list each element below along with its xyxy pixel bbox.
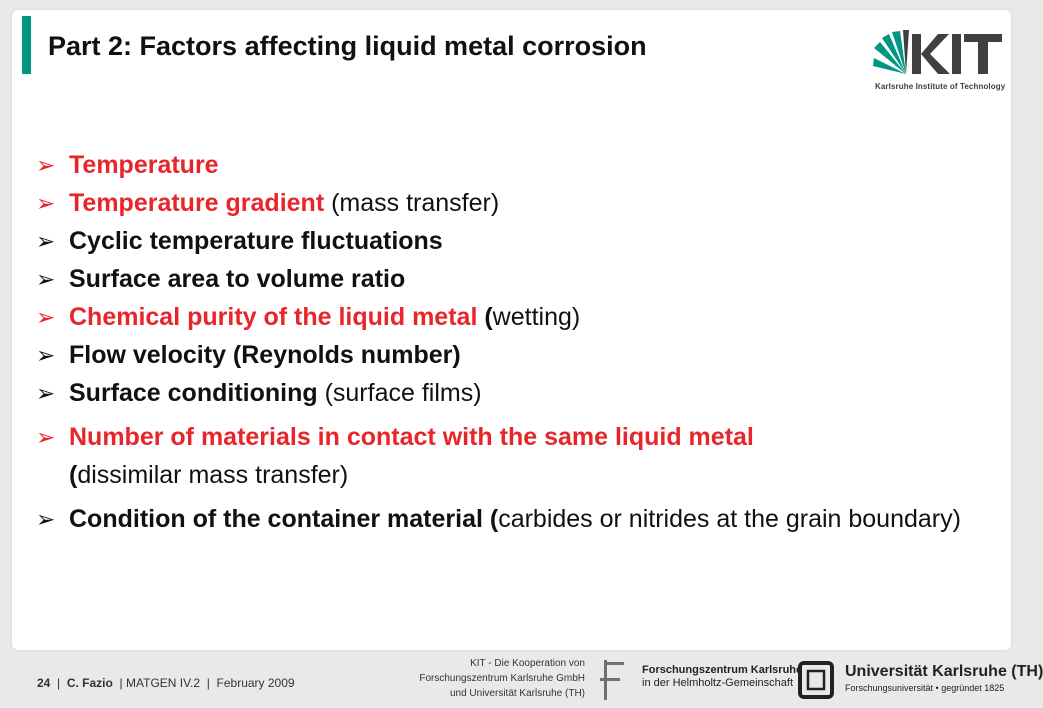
footer-sep: | — [53, 676, 64, 690]
coop-line: KIT - Die Kooperation von — [470, 658, 585, 669]
slide-title: Part 2: Factors affecting liquid metal corrosion — [48, 31, 647, 61]
bullet-paren: ( — [69, 461, 78, 489]
coop-line: Forschungszentrum Karlsruhe GmbH — [419, 673, 585, 684]
uni-karlsruhe-logo — [798, 660, 834, 700]
page-number: 24 — [37, 676, 51, 690]
arrow-bullet-icon: ➢ — [36, 380, 56, 406]
bullet-text: Surface area to volume ratio — [69, 265, 406, 293]
list-item — [36, 146, 986, 184]
cooperation-note — [380, 656, 585, 701]
kit-logo-mark-icon — [872, 30, 1004, 80]
bullet-note: (mass transfer) — [324, 189, 500, 217]
arrow-bullet-icon: ➢ — [36, 228, 56, 254]
kit-logo — [872, 30, 1012, 96]
fz-logo — [600, 658, 626, 702]
bullet-text: Temperature gradient — [69, 189, 325, 217]
uni-tagline: Forschungsuniversität • gegründet 1825 — [845, 683, 1005, 693]
list-item — [36, 184, 986, 222]
footer-sep: | — [203, 676, 214, 690]
bullet-text: Temperature — [69, 151, 219, 179]
footer-sep: | — [116, 676, 123, 690]
arrow-bullet-icon: ➢ — [36, 190, 56, 216]
fz-tagline: in der Helmholtz-Gemeinschaft — [642, 677, 794, 689]
bullet-note: carbides or nitrides at the grain boundary) — [498, 505, 961, 533]
bullet-note: wetting) — [492, 303, 581, 331]
list-item — [36, 222, 986, 260]
bullet-text: Surface conditioning — [69, 379, 318, 407]
bullet-text: Condition of the container material ( — [69, 505, 499, 533]
coop-line: und Universität Karlsruhe (TH) — [449, 688, 585, 699]
bullet-text: Chemical purity of the liquid metal — [69, 303, 478, 331]
arrow-bullet-icon: ➢ — [36, 342, 56, 368]
list-item — [36, 298, 986, 336]
bullet-text: Number of materials in contact with the same liquid metal — [69, 423, 754, 451]
list-item — [36, 260, 986, 298]
kit-logo-subtitle: Karlsruhe Institute of Technology — [875, 82, 1006, 91]
footer-date: February 2009 — [216, 676, 295, 690]
list-item — [36, 374, 986, 412]
footer-author: C. Fazio — [66, 676, 113, 690]
uni-logo-text — [845, 662, 1043, 694]
list-item — [36, 500, 986, 538]
arrow-bullet-icon: ➢ — [36, 304, 56, 330]
footer-event: MATGEN IV.2 — [126, 676, 201, 690]
fz-name: Forschungszentrum Karlsruhe — [642, 664, 803, 676]
arrow-bullet-icon: ➢ — [36, 152, 56, 178]
bullet-note: (surface films) — [317, 379, 482, 407]
bullet-paren: ( — [477, 303, 493, 331]
arrow-bullet-icon: ➢ — [36, 266, 56, 292]
bullet-list — [36, 146, 986, 538]
title-accent-bar — [22, 16, 31, 74]
uni-name: Universität Karlsruhe (TH) — [845, 663, 1043, 680]
arrow-bullet-icon: ➢ — [36, 506, 56, 532]
bullet-text: Flow velocity (Reynolds number) — [69, 341, 461, 369]
bullet-note: dissimilar mass transfer) — [77, 461, 349, 489]
list-item — [36, 336, 986, 374]
bullet-text: Cyclic temperature fluctuations — [69, 227, 443, 255]
list-item — [36, 418, 986, 494]
arrow-bullet-icon: ➢ — [36, 424, 56, 450]
fz-logo-text — [642, 664, 802, 690]
footer-info — [37, 676, 295, 690]
